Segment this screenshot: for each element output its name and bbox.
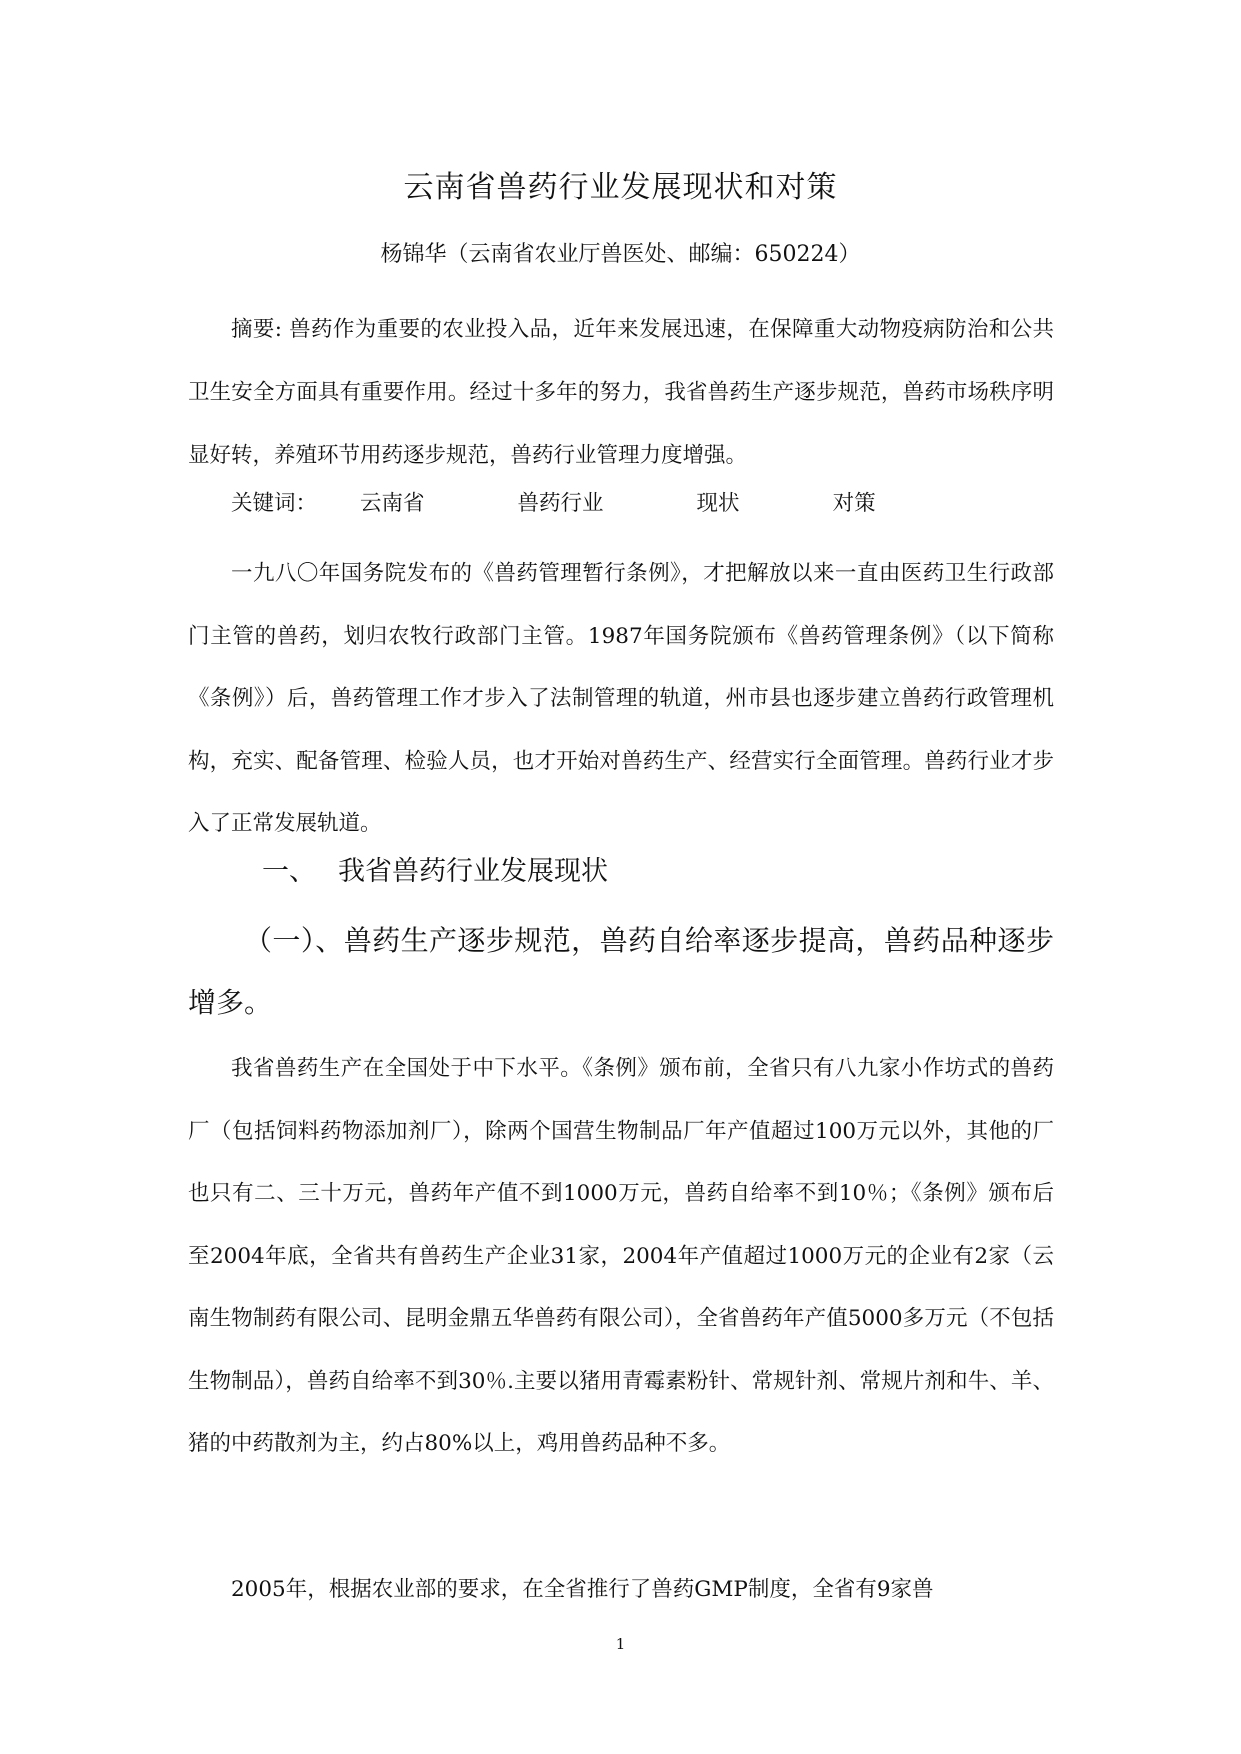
document-title: 云南省兽药行业发展现状和对策 (403, 170, 838, 205)
keywords-line (188, 484, 1054, 524)
page-number: 1 (615, 1635, 626, 1653)
section-heading (262, 852, 608, 892)
section-number: 一、 (262, 856, 316, 887)
body-paragraph: 我省兽药生产在全国处于中下水平。《条例》颁布前，全省只有八九家小作坊式的兽药厂（包括饲料药物添加剂厂），除两个国营生物制品厂年产值超过100万元以外，其他的厂也只有二、三十万元，兽药年产值不到1000万元，兽药自给率不到10％；《条例》颁布后至2004年底，全省共有兽药生产企业31家，2004年产值超过1000万元的企业有2家（云南生物制药有限公司、昆明金鼎五华兽药有限公司），全省兽药年产值5000多万元（不包括生物制品），兽药自给率不到30％.主要以猪用青霉素粉针、常规针剂、常规片剂和牛、羊、猪的中药散剂为主，约占80%以上，鸡用兽药品种不多。 (188, 1056, 1054, 1456)
keyword-item: 兽药行业 (517, 491, 604, 516)
subsection-heading: （一）、兽药生产逐步规范，兽药自给率逐步提高，兽药品种逐步增多。 (188, 924, 1054, 1019)
body-paragraph-continued: 2005年，根据农业部的要求，在全省推行了兽药GMP制度，全省有9家兽 (231, 1577, 934, 1602)
keyword-item: 对策 (832, 491, 876, 516)
keywords-label: 关键词： (231, 491, 318, 516)
intro-paragraph: 一九八〇年国务院发布的《兽药管理暂行条例》，才把解放以来一直由医药卫生行政部门主管的兽药，划归农牧行政部门主管。1987年国务院颁布《兽药管理条例》（以下简称《条例》）后，兽药管理工作才步入了法制管理的轨道，州市县也逐步建立兽药行政管理机构，充实、配备管理、检验人员，也才开始对兽药生产、经营实行全面管理。兽药行业才步入了正常发展轨道。 (188, 561, 1054, 836)
section-title: 我省兽药行业发展现状 (338, 856, 608, 887)
keyword-item: 云南省 (360, 491, 425, 516)
abstract-paragraph: 摘要: 兽药作为重要的农业投入品，近年来发展迅速，在保障重大动物疫病防治和公共卫生安全方面具有重要作用。经过十多年的努力，我省兽药生产逐步规范，兽药市场秩序明显好转，养殖环节用药逐步规范，兽药行业管理力度增强。 (188, 317, 1054, 468)
keyword-item: 现状 (696, 491, 740, 516)
author-line: 杨锦华（云南省农业厅兽医处、邮编：650224） (380, 242, 861, 267)
